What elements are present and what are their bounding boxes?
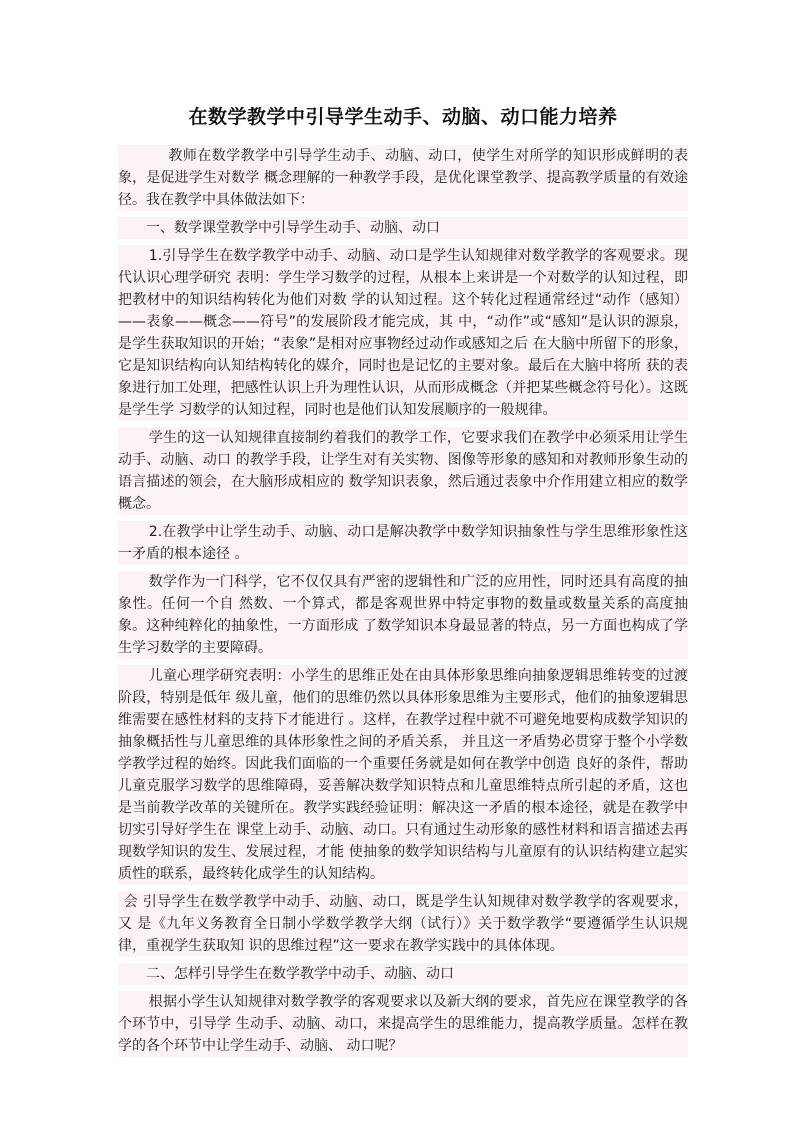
paragraph: 2.在教学中让学生动手、动脑、动口是解决教学中数学知识抽象性与学生思维形象性这一矛盾的根本途径 。 [118,521,688,565]
paragraph: 教师在数学教学中引导学生动手、动脑、动口，使学生对所学的知识形成鲜明的表象，是促进学生对数学 概念理解的一种教学手段，是优化课堂教学、提高教学质量的有效途径。我在教学中具体做法如下： [118,145,688,211]
paragraph: 学生的这一认知规律直接制约着我们的教学工作，它要求我们在教学中必须采用让学生动手、动脑、动口 的教学手段，让学生对有关实物、图像等形象的感知和对教师形象生动的语言描述的领会，在大脑形成相应的 数学知识表象，然后通过表象中介作用建立相应的数学概念。 [118,427,688,515]
paragraph: 根据小学生认知规律对数学教学的客观要求以及新大纲的要求，首先应在课堂教学的各个环节中，引导学 生动手、动脑、动口，来提高学生的思维能力，提高教学质量。怎样在教学的各个环节中让学生动手、动脑、 动口呢？ [118,991,688,1057]
section-heading: 二、怎样引导学生在数学教学中动手、动脑、动口 [118,963,688,985]
paragraph: 1.引导学生在数学教学中动手、动脑、动口是学生认知规律对数学教学的客观要求。现代认识心理学研究 表明：学生学习数学的过程，从根本上来讲是一个对数学的认知过程，即把教材中的知识结构转化为他们对数 学的认知过程。这个转化过程通常经过“动作（感知）——表象——概念——符号”的发展阶段才能完成，其 中，“动作”或“感知”是认识的源泉，是学生获取知识的开始；“表象”是相对应事物经过动作或感知之后 在大脑中所留下的形象，它是知识结构向认知结构转化的媒介，同时也是记忆的主要对象。最后在大脑中将所 获的表象进行加工处理，把感性认识上升为理性认识，从而形成概念（并把某些概念符号化）。这既是学生学 习数学的认知过程，同时也是他们认知发展顺序的一般规律。 [118,245,688,421]
paragraph: 儿童心理学研究表明：小学生的思维正处在由具体形象思维向抽象逻辑思维转变的过渡阶段，特别是低年 级儿童，他们的思维仍然以具体形象思维为主要形式，他们的抽象逻辑思维需要在感性材料的支持下才能进行 。这样，在教学过程中就不可避免地要构成数学知识的抽象概括性与儿童思维的具体形象性之间的矛盾关系， 并且这一矛盾势必贯穿于整个小学数学教学过程的始终。因此我们面临的一个重要任务就是如何在教学中创造 良好的条件，帮助儿童克服学习数学的思维障碍，妥善解决数学知识特点和儿童思维特点所引起的矛盾，这也 是当前教学改革的关键所在。教学实践经验证明：解决这一矛盾的根本途径，就是在教学中切实引导好学生在 课堂上动手、动脑、动口。只有通过生动形象的感性材料和语言描述去再现数学知识的发生、发展过程，才能 使抽象的数学知识结构与儿童原有的认识结构建立起实质性的联系，最终转化成学生的认知结构。 [118,665,688,885]
section-heading: 一、数学课堂教学中引导学生动手、动脑、动口 [118,217,688,239]
document-title: 在数学教学中引导学生动手、动脑、动口能力培养 [188,106,618,128]
paragraph: 数学作为一门科学，它不仅仅具有严密的逻辑性和广泛的应用性，同时还具有高度的抽象性。任何一个自 然数、一个算式，都是客观世界中特定事物的数量或数量关系的高度抽象。这种纯粹化的抽象性，一方面形成 了数学知识本身最显著的特点，另一方面也构成了学生学习数学的主要障碍。 [118,571,688,659]
paragraph: 会 引导学生在数学教学中动手、动脑、动口，既是学生认知规律对数学教学的客观要求，又 是《九年义务教育全日制小学数学教学大纲（试行）》关于数学教学“要遵循学生认识规律，重视学生获取知 识的思维过程”这一要求在教学实践中的具体体现。 [118,891,688,957]
